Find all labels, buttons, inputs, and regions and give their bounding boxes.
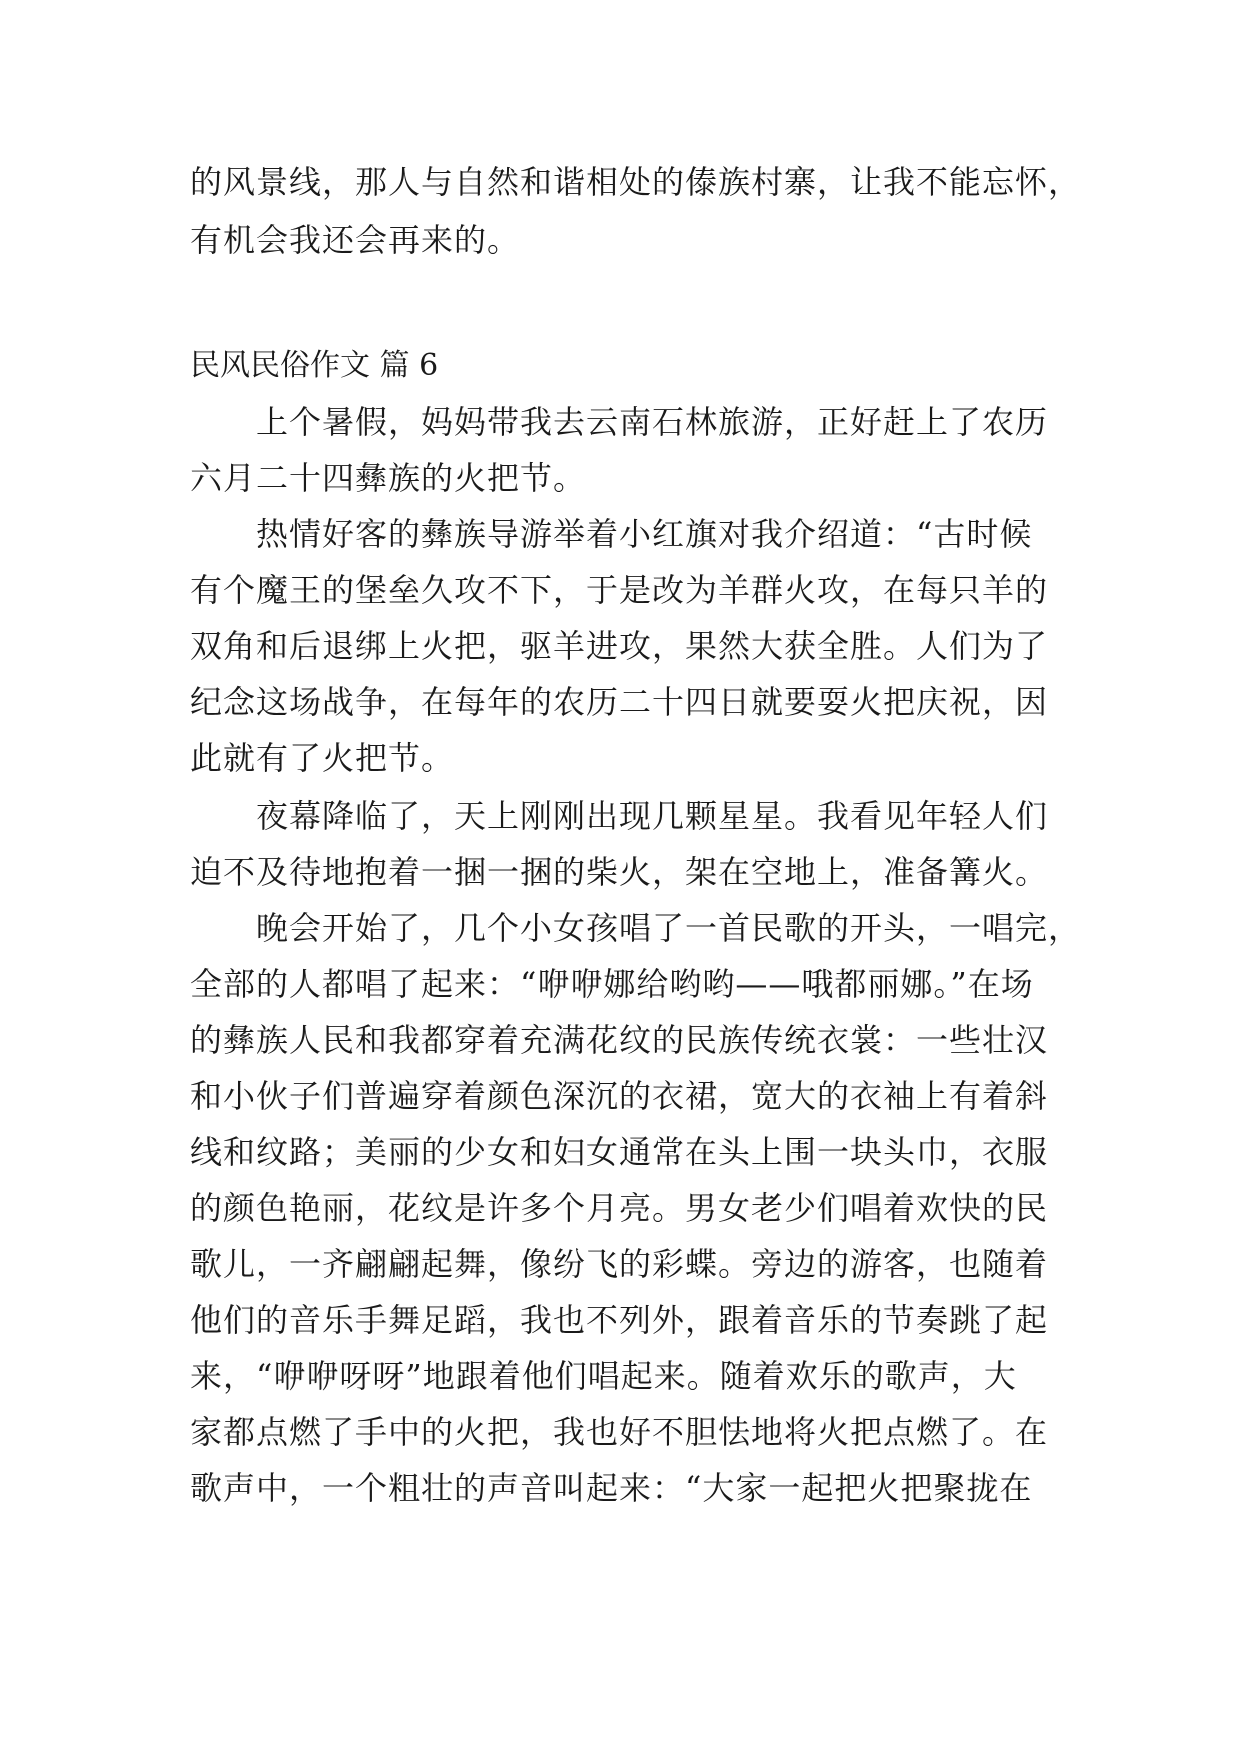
text-line: 歌儿，一齐翩翩起舞，像纷飞的彩蝶。旁边的游客，也随着 — [190, 1245, 1049, 1283]
text-line: 晚会开始了，几个小女孩唱了一首民歌的开头，一唱完， — [256, 909, 1082, 947]
text-line: 和小伙子们普遍穿着颜色深沉的衣裙，宽大的衣袖上有着斜 — [190, 1077, 1049, 1115]
text-line: 来，“咿咿呀呀”地跟着他们唱起来。随着欢乐的歌声，大 — [190, 1357, 1017, 1395]
text-line: 有个魔王的堡垒久攻不下，于是改为羊群火攻，在每只羊的 — [190, 571, 1049, 609]
text-line: 纪念这场战争，在每年的农历二十四日就要耍火把庆祝，因 — [190, 683, 1049, 721]
text-line: 有机会我还会再来的。 — [190, 221, 521, 259]
text-line: 的彝族人民和我都穿着充满花纹的民族传统衣裳：一些壮汉 — [190, 1021, 1049, 1059]
text-line: 线和纹路；美丽的少女和妇女通常在头上围一块头巾，衣服 — [190, 1133, 1049, 1171]
text-line: 的风景线，那人与自然和谐相处的傣族村寨，让我不能忘怀， — [190, 163, 1082, 201]
text-line: 热情好客的彝族导游举着小红旗对我介绍道：“古时候 — [256, 515, 1033, 553]
text-line: 歌声中，一个粗壮的声音叫起来：“大家一起把火把聚拢在 — [190, 1469, 1033, 1507]
section-title: 民风民俗作文 篇 6 — [190, 348, 439, 383]
text-line: 双角和后退绑上火把，驱羊进攻，果然大获全胜。人们为了 — [190, 627, 1049, 665]
text-line: 迫不及待地抱着一捆一捆的柴火，架在空地上，准备篝火。 — [190, 853, 1049, 891]
text-line: 家都点燃了手中的火把，我也好不胆怯地将火把点燃了。在 — [190, 1413, 1049, 1451]
text-line: 的颜色艳丽，花纹是许多个月亮。男女老少们唱着欢快的民 — [190, 1189, 1049, 1227]
text-line: 此就有了火把节。 — [190, 739, 455, 777]
text-line: 他们的音乐手舞足蹈，我也不列外，跟着音乐的节奏跳了起 — [190, 1301, 1049, 1339]
text-line: 上个暑假，妈妈带我去云南石林旅游，正好赶上了农历 — [256, 403, 1049, 441]
text-line: 六月二十四彝族的火把节。 — [190, 459, 587, 497]
text-line: 夜幕降临了，天上刚刚出现几颗星星。我看见年轻人们 — [256, 797, 1049, 835]
text-line: 全部的人都唱了起来：“咿咿娜给哟哟——哦都丽娜。”在场 — [190, 965, 1034, 1003]
